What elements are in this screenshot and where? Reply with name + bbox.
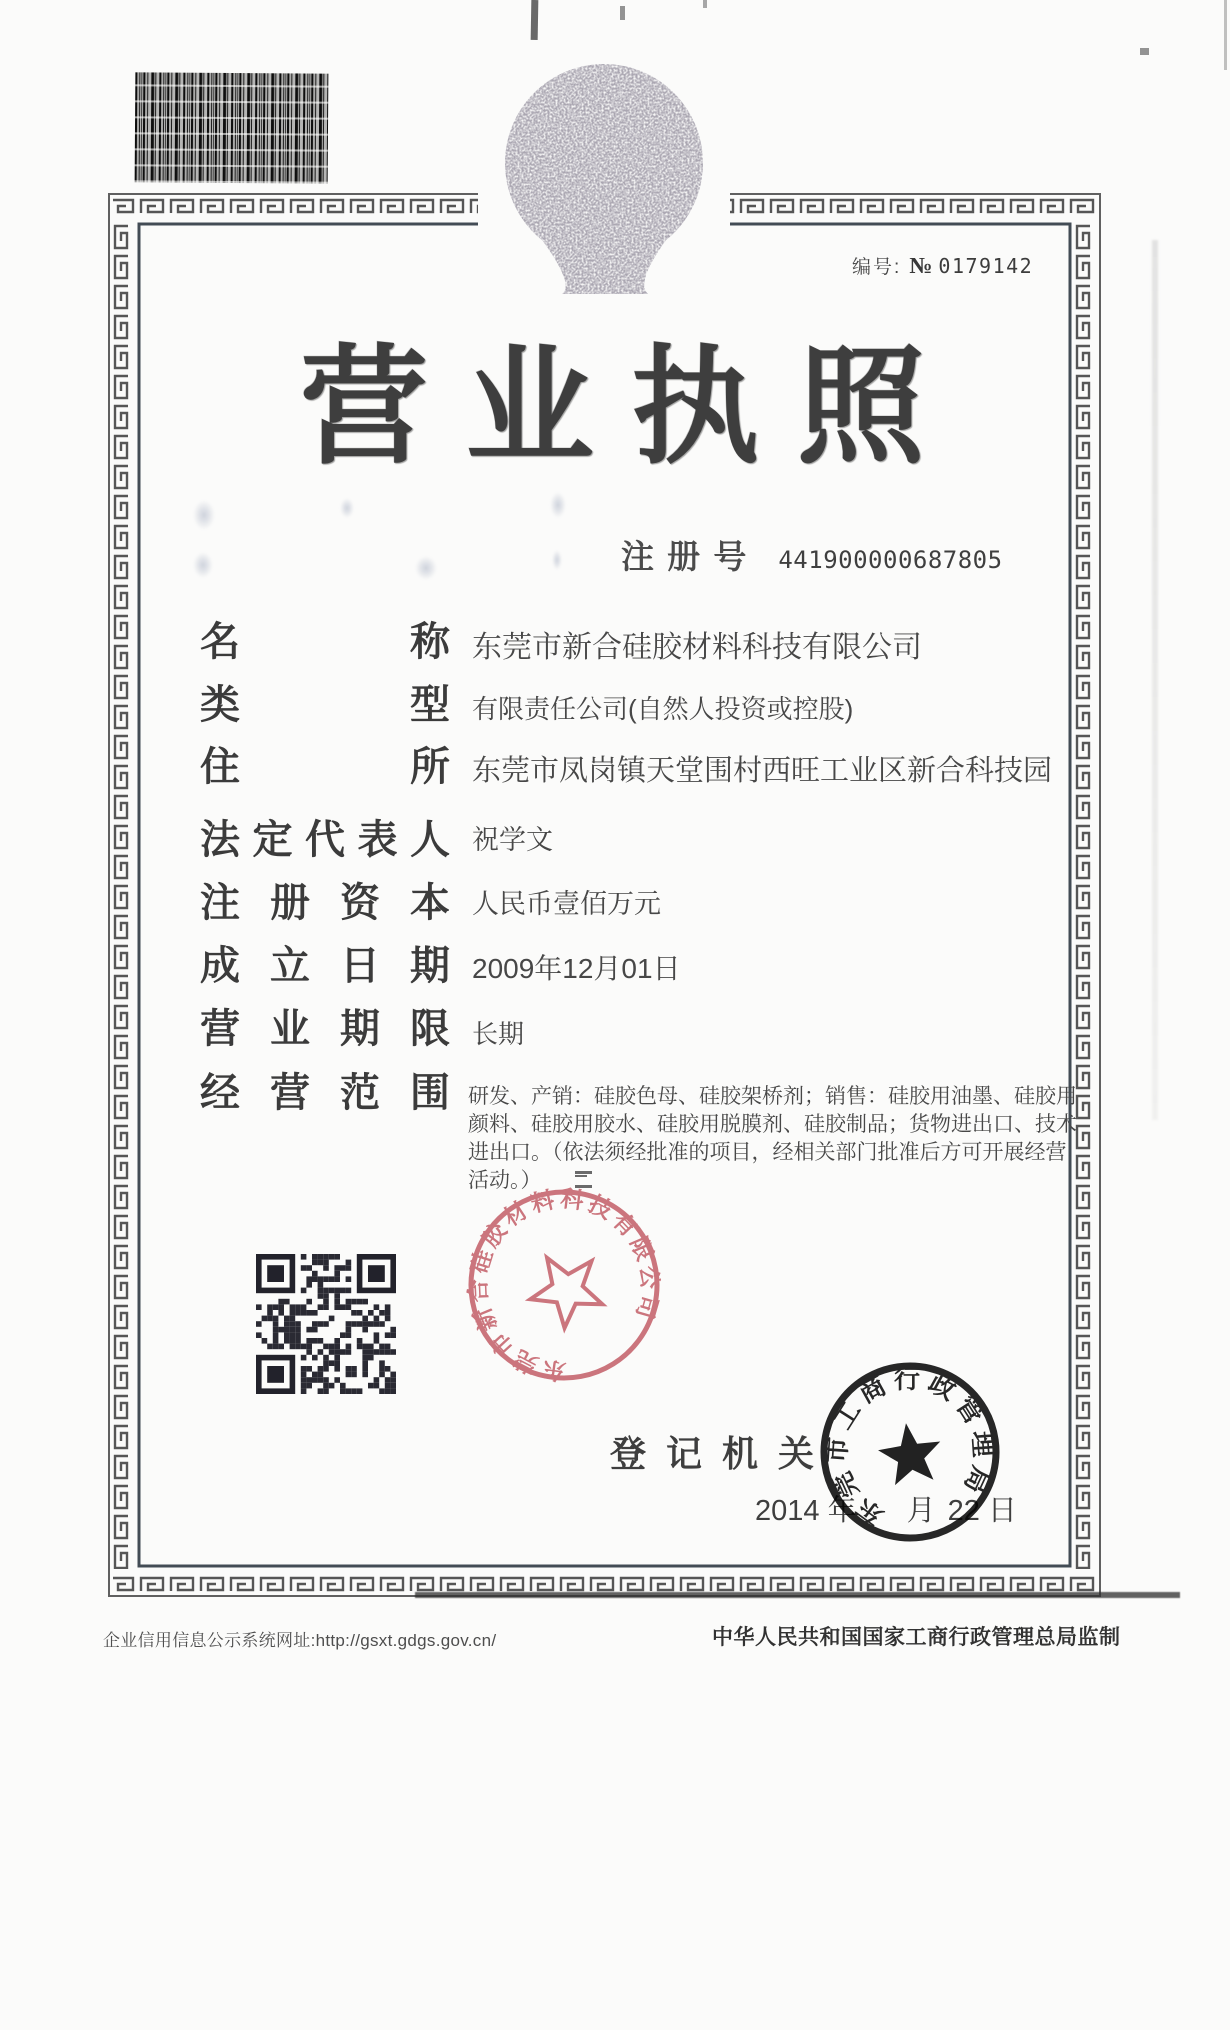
title-char: 执 bbox=[631, 336, 760, 479]
scan-speck bbox=[531, 0, 539, 40]
field-label-char: 资 bbox=[340, 881, 380, 925]
black-authority-seal bbox=[798, 1340, 1022, 1564]
red-company-seal bbox=[448, 1169, 680, 1401]
license-title bbox=[300, 338, 925, 488]
field-label bbox=[200, 683, 450, 727]
field-label-char: 期 bbox=[410, 944, 450, 988]
scan-smudge bbox=[193, 500, 215, 530]
registration-label: 注 册 号 bbox=[621, 538, 749, 575]
issue-date-year: 2014 年 bbox=[755, 1495, 857, 1527]
title-char: 业 bbox=[465, 336, 594, 479]
field-label bbox=[200, 881, 450, 925]
field-label-char: 经 bbox=[200, 1071, 240, 1115]
field-value: 有限责任公司(自然人投资或控股) bbox=[472, 694, 854, 724]
field-label-char: 期 bbox=[340, 1007, 380, 1051]
scope-line: 研发、产销：硅胶色母、硅胶架桥剂；销售：硅胶用油墨、硅胶用 bbox=[468, 1085, 1077, 1108]
field-label-char: 住 bbox=[200, 745, 240, 789]
black-seal-star-icon bbox=[875, 1419, 945, 1487]
field-label-char: 称 bbox=[410, 620, 450, 664]
field-label-char: 注 bbox=[200, 881, 240, 925]
scan-speck bbox=[1140, 48, 1149, 55]
scan-smudge bbox=[193, 552, 213, 578]
field-label-char: 营 bbox=[200, 1007, 240, 1051]
field-label-char: 围 bbox=[410, 1071, 450, 1115]
field-value: 东莞市新合硅胶材料科技有限公司 bbox=[472, 631, 922, 664]
field-value: 2009年12月01日 bbox=[472, 953, 681, 984]
field-label-char: 型 bbox=[410, 683, 450, 727]
numero-symbol: № bbox=[909, 253, 933, 278]
national-emblem-area bbox=[478, 55, 730, 302]
field-label-char: 册 bbox=[270, 881, 310, 925]
scope-line: 颜料、硅胶用胶水、硅胶用脱膜剂、硅胶制品；货物进出口、技术 bbox=[468, 1113, 1077, 1136]
scan-speck bbox=[1224, 0, 1227, 70]
field-label-char: 范 bbox=[340, 1071, 380, 1115]
issue-date-month: 月 bbox=[906, 1495, 936, 1527]
field-label bbox=[200, 1007, 450, 1051]
scan-speck bbox=[703, 0, 707, 8]
scan-smudge bbox=[550, 492, 566, 518]
field-label-char: 所 bbox=[410, 745, 450, 789]
serial-number-line bbox=[852, 252, 1033, 279]
field-label-char: 立 bbox=[270, 944, 310, 988]
scan-smudge bbox=[415, 556, 437, 580]
serial-label: 编号: bbox=[852, 257, 902, 278]
field-value: 祝学文 bbox=[472, 825, 553, 855]
field-label-char: 定 bbox=[252, 818, 293, 862]
title-char: 营 bbox=[300, 336, 429, 479]
registration-number: 441900000687805 bbox=[778, 546, 1003, 574]
field-label-char: 表 bbox=[357, 818, 398, 862]
svg-text:东莞市新合硅胶材料科技有限公司 bbox=[448, 1169, 680, 1401]
serial-number: 0179142 bbox=[938, 254, 1034, 278]
field-label-char: 名 bbox=[200, 620, 240, 664]
field-label-char: 业 bbox=[270, 1007, 310, 1051]
field-label-char: 类 bbox=[200, 683, 240, 727]
field-label-char: 成 bbox=[200, 944, 240, 988]
registration-line bbox=[621, 531, 1003, 578]
footer-public-info-url: 企业信用信息公示系统网址:http://gsxt.gdgs.gov.cn/ bbox=[103, 1631, 497, 1650]
scan-smear-line bbox=[415, 1592, 1180, 1598]
field-label bbox=[200, 818, 450, 862]
field-label-char: 本 bbox=[410, 881, 450, 925]
title-char: 照 bbox=[796, 336, 925, 479]
field-value: 东莞市凤岗镇天堂围村西旺工业区新合科技园 bbox=[472, 755, 1053, 787]
scan-smudge bbox=[552, 550, 562, 570]
scope-line: 活动。） bbox=[468, 1169, 542, 1192]
field-label-char: 限 bbox=[410, 1007, 450, 1051]
registrar-label: 登 记 机 关 bbox=[610, 1433, 820, 1474]
field-label-char: 代 bbox=[305, 818, 345, 862]
scan-speck bbox=[620, 6, 625, 20]
field-label bbox=[200, 1071, 450, 1115]
field-label bbox=[200, 745, 450, 789]
black-seal-text: 东莞市工商行政管理局 bbox=[821, 1363, 999, 1533]
field-value: 长期 bbox=[472, 1019, 525, 1049]
qr-code bbox=[256, 1254, 396, 1394]
field-label bbox=[200, 944, 450, 988]
field-value: 人民币壹佰万元 bbox=[472, 889, 661, 919]
red-seal-star-icon bbox=[516, 1239, 614, 1336]
field-label bbox=[200, 620, 450, 664]
field-label-char: 法 bbox=[200, 818, 240, 862]
scope-line: 进出口。（依法须经批准的项目，经相关部门批准后方可开展经营 bbox=[468, 1141, 1067, 1164]
field-label-char: 人 bbox=[410, 818, 450, 862]
footer-issuing-authority: 中华人民共和国国家工商行政管理总局监制 bbox=[712, 1626, 1121, 1649]
field-label-char: 日 bbox=[340, 944, 380, 988]
field-label-char: 营 bbox=[270, 1071, 310, 1115]
red-seal-text: 东莞市新合硅胶材料科技有限公司 bbox=[464, 1185, 664, 1385]
issue-date-day: 22 日 bbox=[947, 1495, 1017, 1527]
barcode-graphic bbox=[135, 72, 329, 183]
scan-smudge bbox=[340, 498, 354, 518]
scan-streak bbox=[1152, 240, 1158, 1120]
national-emblem-graphic bbox=[498, 60, 710, 298]
